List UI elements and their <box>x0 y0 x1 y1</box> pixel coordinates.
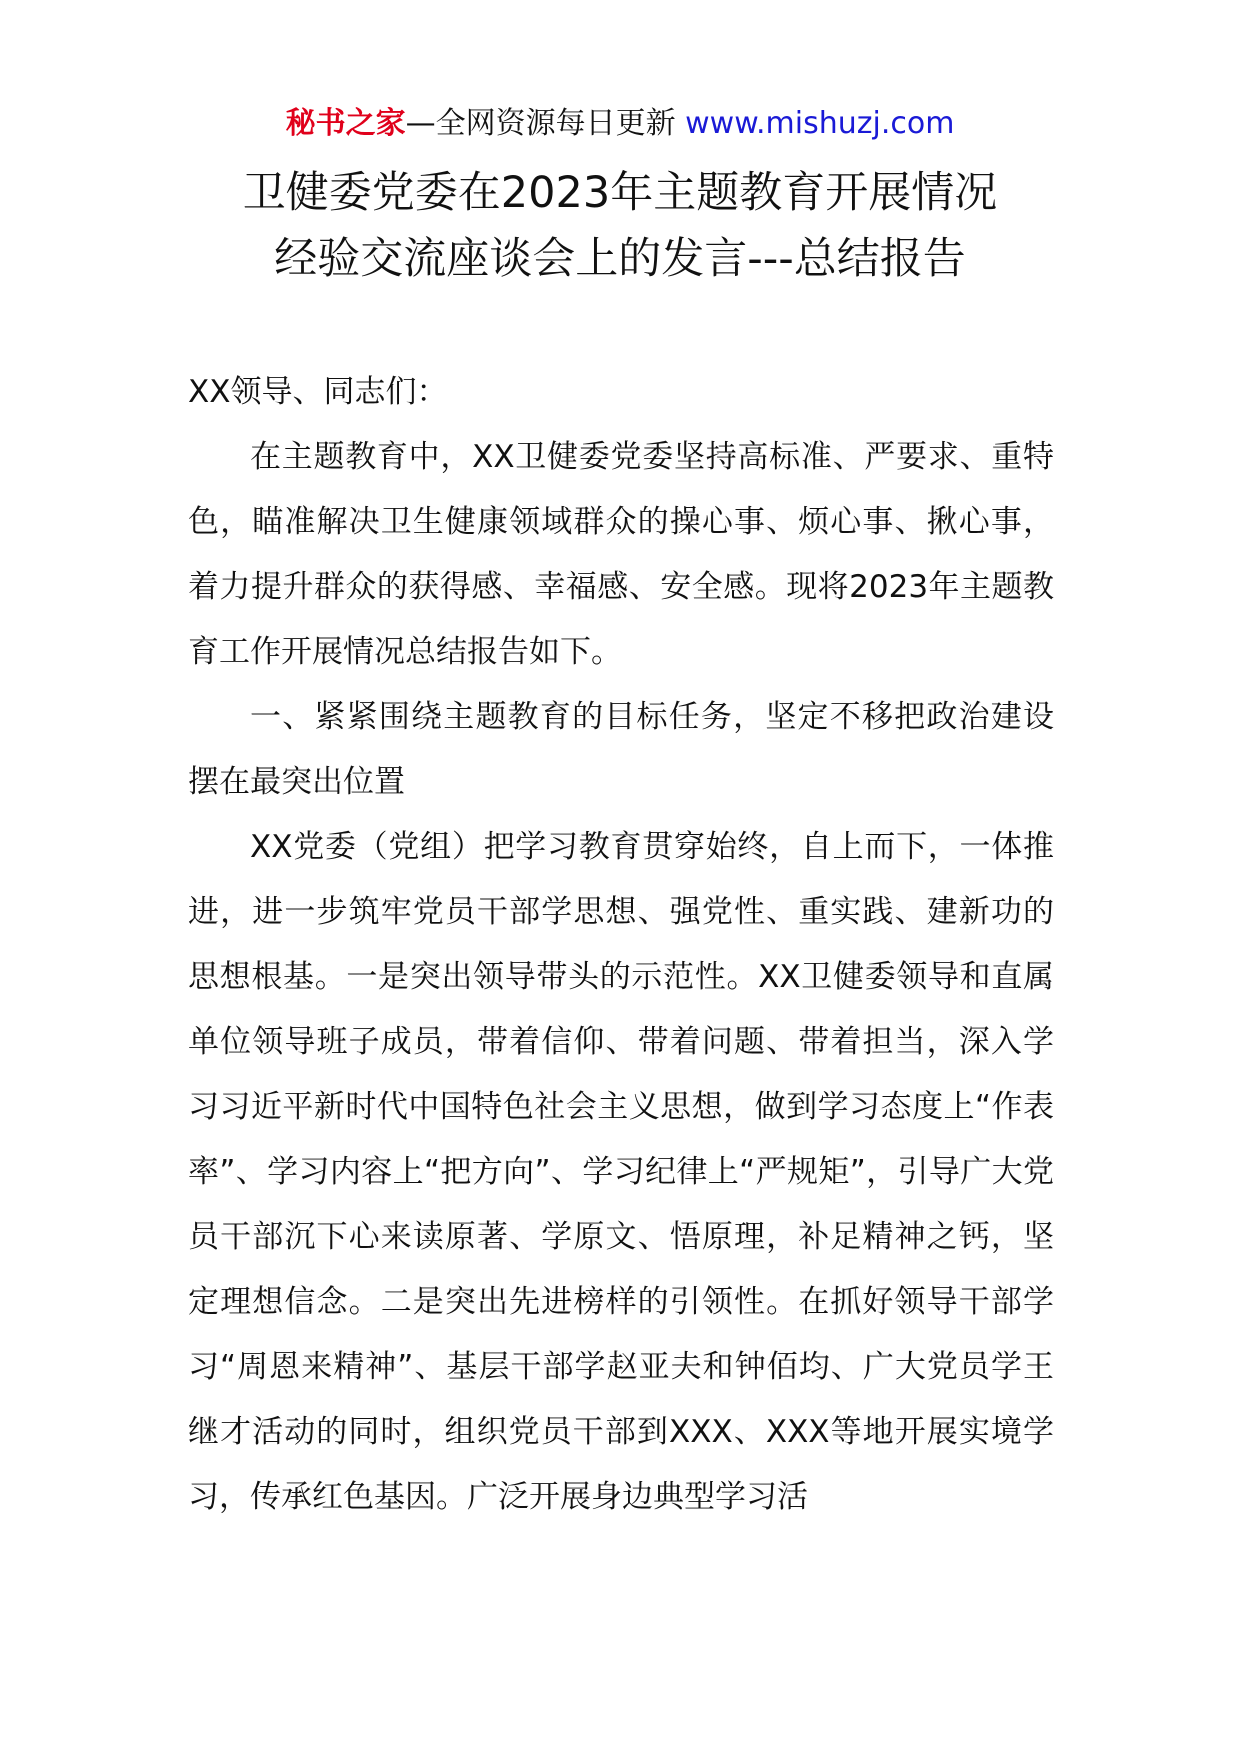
site-url-link[interactable]: www.mishuzj.com <box>685 106 955 141</box>
title-line-2: 经验交流座谈会上的发言---总结报告 <box>274 234 966 284</box>
paragraph-intro: 在主题教育中，XX卫健委党委坚持高标准、严要求、重特色，瞄准解决卫生健康领域群众的操心事、烦心事、揪心事，着力提升群众的获得感、幸福感、安全感。现将2023年主题教育工作开展情况总结报告如下。 <box>188 439 1054 670</box>
document-title <box>0 160 1240 292</box>
site-header <box>0 102 1240 146</box>
site-tagline: —全网资源每日更新 <box>405 106 686 141</box>
section-heading-1: 一、紧紧围绕主题教育的目标任务，坚定不移把政治建设摆在最突出位置 <box>188 699 1054 800</box>
paragraph-section-1: XX党委（党组）把学习教育贯穿始终，自上而下，一体推进，进一步筑牢党员干部学思想、强党性、重实践、建新功的思想根基。一是突出领导带头的示范性。XX卫健委领导和直属单位领导班子成员，带着信仰、带着问题、带着担当，深入学习习近平新时代中国特色社会主义思想，做到学习态度上“作表率”、学习内容上“把方向”、学习纪律上“严规矩”，引导广大党员干部沉下心来读原著、学原文、悟原理，补足精神之钙，坚定理想信念。二是突出先进榜样的引领性。在抓好领导干部学习“周恩来精神”、基层干部学赵亚夫和钟佰均、广大党员学王继才活动的同时，组织党员干部到XXX、XXX等地开展实境学习，传承红色基因。广泛开展身边典型学习活 <box>188 829 1054 1515</box>
title-line-1: 卫健委党委在2023年主题教育开展情况 <box>242 168 998 218</box>
site-brand: 秘书之家 <box>285 106 406 141</box>
document-body <box>188 360 1054 1530</box>
salutation: XX领导、同志们： <box>188 374 448 410</box>
